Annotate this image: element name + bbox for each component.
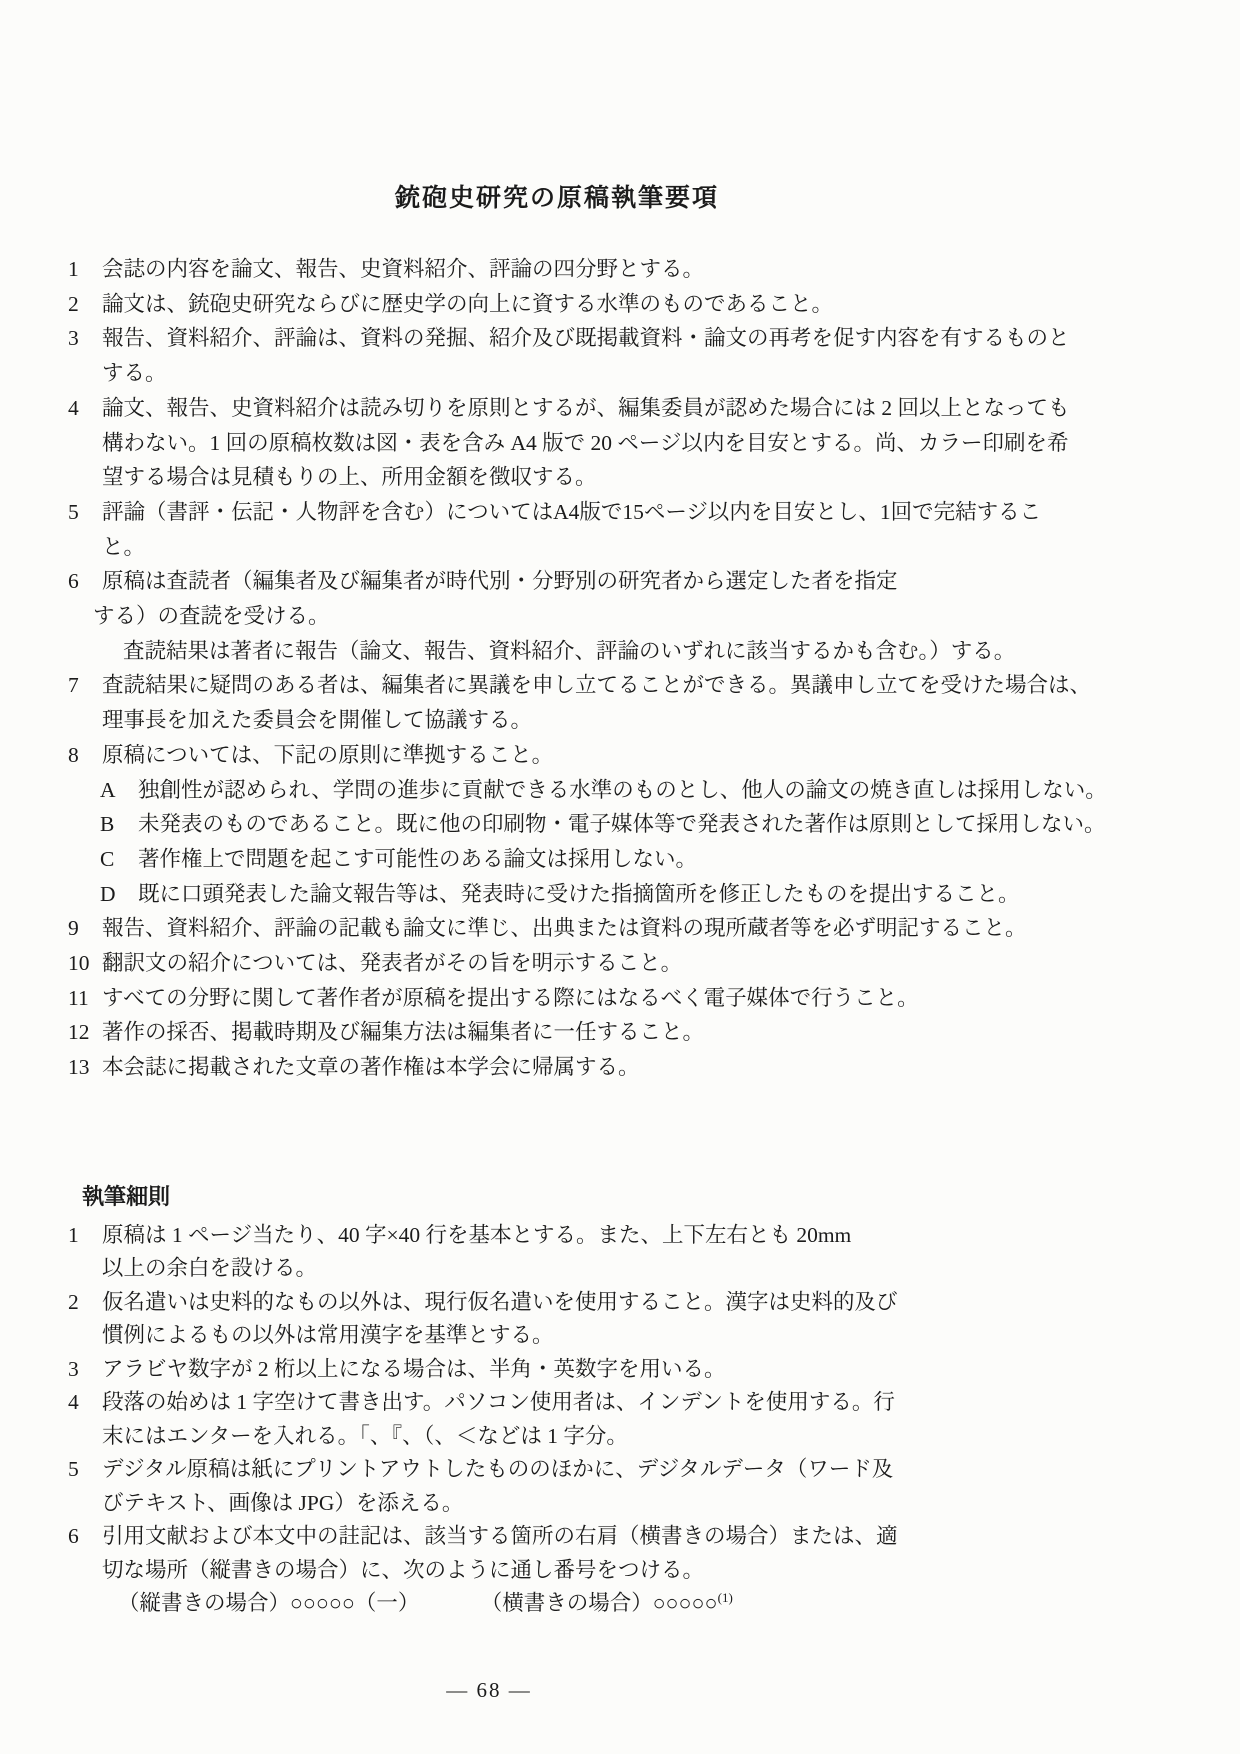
item-text: 望する場合は見積もりの上、所用金額を徴収する。 xyxy=(102,465,597,490)
main-rules-list xyxy=(68,252,1107,1085)
horizontal-writing-example: （横書きの場合）○○○○○ xyxy=(491,1591,718,1616)
item-text: 末にはエンターを入れる。「、『、（、＜などは 1 字分。 xyxy=(102,1423,628,1448)
item-text: 原稿は査読者（編集者及び編集者が時代別・分野別の研究者から選定した者を指定 xyxy=(102,569,898,594)
list-item xyxy=(68,668,1092,737)
item-letter: B xyxy=(100,812,115,837)
item-text: 査読結果は著者に報告（論文、報告、資料紹介、評論のいずれに該当するかも含む。）する。 xyxy=(123,638,1016,663)
list-item xyxy=(68,946,1046,981)
list-item xyxy=(68,1050,1046,1085)
list-item xyxy=(68,252,1046,287)
list-subitem xyxy=(68,773,1107,808)
item-number: 5 xyxy=(68,499,79,524)
item-number: 2 xyxy=(68,291,79,316)
page-number: — 68 — xyxy=(446,1678,532,1702)
list-item xyxy=(68,981,1046,1016)
list-subitem xyxy=(68,842,1046,877)
item-number: 8 xyxy=(68,742,79,767)
page-title: 銃砲史研究の原稿執筆要項 xyxy=(394,185,719,212)
item-text: 著作権上で問題を起こす可能性のある論文は採用しない。 xyxy=(138,846,698,871)
item-text: 慣例によるもの以外は常用漢字を基準とする。 xyxy=(102,1323,554,1348)
list-item xyxy=(68,287,1046,322)
item-number: 7 xyxy=(68,673,79,698)
item-number: 4 xyxy=(68,1390,79,1415)
list-item xyxy=(68,1386,1046,1453)
item-text: 理事長を加えた委員会を開催して協議する。 xyxy=(102,708,533,733)
vertical-writing-example: （縦書きの場合）○○○○○（一） xyxy=(118,1591,420,1616)
item-text: 本会誌に掲載された文章の著作権は本学会に帰属する。 xyxy=(102,1055,640,1080)
list-item xyxy=(68,564,1046,668)
item-number: 6 xyxy=(68,1524,79,1549)
item-number: 3 xyxy=(68,1356,79,1381)
item-number: 1 xyxy=(68,257,79,281)
item-number: 9 xyxy=(68,916,79,941)
item-text: 著作の採否、掲載時期及び編集方法は編集者に一任すること。 xyxy=(102,1020,705,1045)
list-item xyxy=(68,738,1046,773)
item-text: 評論（書評・伝記・人物評を含む）についてはA4版で15ページ以内を目安とし、1回で完結するこ xyxy=(102,499,1042,524)
section-heading: 執筆細則 xyxy=(82,1183,171,1209)
list-item xyxy=(68,495,1046,564)
item-text: デジタル原稿は紙にプリントアウトしたもののほかに、デジタルデータ（ワード及 xyxy=(102,1457,894,1482)
list-item xyxy=(68,1286,1046,1353)
item-number: 3 xyxy=(68,326,79,351)
item-text: 報告、資料紹介、評論の記載も論文に準じ、出典または資料の現所蔵者等を必ず明記すること。 xyxy=(102,916,1027,941)
item-text: 原稿については、下記の原則に準拠すること。 xyxy=(102,742,554,767)
item-text: 仮名遣いは史料的なもの以外は、現行仮名遣いを使用すること。漢字は史料的及び xyxy=(102,1289,898,1314)
item-letter: A xyxy=(100,777,116,802)
item-text: 既に口頭発表した論文報告等は、発表時に受けた指摘箇所を修正したものを提出すること。 xyxy=(138,881,1020,906)
list-item xyxy=(68,1520,1046,1587)
item-number: 5 xyxy=(68,1457,79,1482)
horizontal-example-superscript: (1) xyxy=(717,1590,733,1606)
item-text: 論文は、銃砲史研究ならびに歴史学の向上に資する水準のものであること。 xyxy=(102,291,834,316)
details-list xyxy=(68,1219,1046,1588)
item-letter: C xyxy=(100,846,115,871)
list-item xyxy=(68,1453,1046,1520)
writing-details-section xyxy=(68,1179,1046,1621)
document-content xyxy=(68,0,1107,1621)
item-number: 4 xyxy=(68,395,79,420)
item-number: 13 xyxy=(68,1055,90,1080)
list-subitem xyxy=(68,877,1046,912)
numbering-example-line xyxy=(68,1587,1046,1621)
list-item xyxy=(68,911,1046,946)
item-text: 引用文献および本文中の註記は、該当する箇所の右肩（横書きの場合）または、適 xyxy=(102,1524,898,1549)
item-text: する）の査読を受ける。 xyxy=(93,604,330,629)
item-number: 12 xyxy=(68,1020,90,1045)
item-text: 以上の余白を設ける。 xyxy=(102,1256,318,1281)
item-text: びテキスト、画像は JPG）を添える。 xyxy=(102,1490,464,1515)
list-item xyxy=(68,1353,1046,1387)
item-number: 1 xyxy=(68,1222,79,1247)
item-text: 独創性が認められ、学問の進歩に貢献できる水準のものとし、他人の論文の焼き直しは採用しない。 xyxy=(138,777,1107,802)
item-text: アラビヤ数字が 2 桁以上になる場合は、半角・英数字を用いる。 xyxy=(102,1356,726,1381)
item-letter: D xyxy=(100,881,116,906)
item-text: 原稿は 1 ページ当たり、40 字×40 行を基本とする。また、上下左右とも 20mm xyxy=(102,1222,852,1247)
list-item xyxy=(68,1219,1046,1286)
item-text: 切な場所（縦書きの場合）に、次のように通し番号をつける。 xyxy=(102,1557,705,1582)
item-text: 未発表のものであること。既に他の印刷物・電子媒体等で発表された著作は原則として採用しない。 xyxy=(138,812,1106,837)
list-item xyxy=(68,391,1070,495)
list-item xyxy=(68,1015,1046,1050)
item-text: 構わない。1 回の原稿枚数は図・表を含み A4 版で 20 ページ以内を目安とする。尚、カラー印刷を希 xyxy=(102,430,1069,455)
item-text: 査読結果に疑問のある者は、編集者に異議を申し立てることができる。異議申し立てを受けた場合は、 xyxy=(102,673,1092,698)
item-text: 翻訳文の紹介については、発表者がその旨を明示すること。 xyxy=(102,951,683,976)
item-text: 段落の始めは 1 字空けて書き出す。パソコン使用者は、インデントを使用する。行 xyxy=(102,1390,895,1415)
item-text: すべての分野に関して著作者が原稿を提出する際にはなるべく電子媒体で行うこと。 xyxy=(102,985,919,1010)
list-item xyxy=(68,321,1070,390)
list-subitem xyxy=(68,807,1106,842)
item-text: 報告、資料紹介、評論は、資料の発掘、紹介及び既掲載資料・論文の再考を促す内容を有するものと xyxy=(102,326,1070,351)
item-number: 10 xyxy=(68,951,90,976)
item-text: 論文、報告、史資料紹介は読み切りを原則とするが、編集委員が認めた場合には 2 回以上となっても xyxy=(102,395,1070,420)
item-number: 11 xyxy=(68,985,89,1010)
item-text: と。 xyxy=(102,534,146,559)
item-text: する。 xyxy=(102,361,167,386)
item-number: 6 xyxy=(68,569,79,594)
item-number: 2 xyxy=(68,1289,79,1314)
item-text: 会誌の内容を論文、報告、史資料紹介、評論の四分野とする。 xyxy=(102,257,705,281)
